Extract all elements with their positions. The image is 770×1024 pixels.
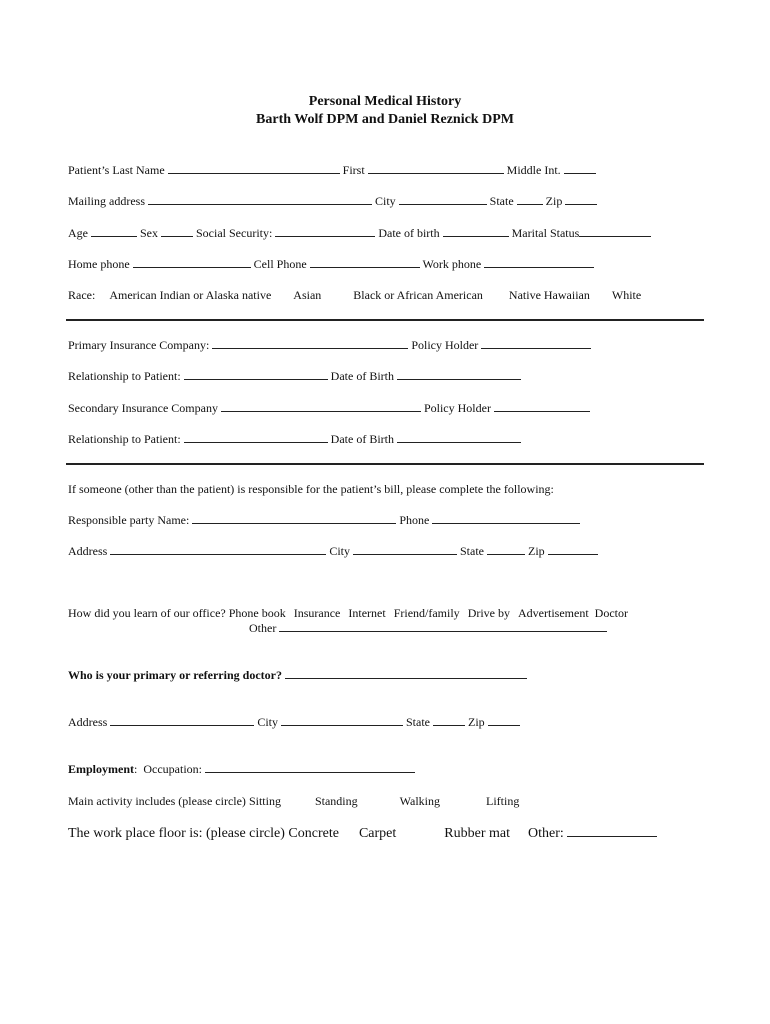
responsible-state-label: State [460, 544, 484, 558]
referral-option-friend-family[interactable]: Friend/family [393, 606, 460, 620]
work-phone-field[interactable] [484, 256, 594, 268]
dob-field[interactable] [443, 225, 509, 237]
doctor-state-label: State [406, 715, 430, 729]
main-activity-row [68, 793, 519, 809]
insured-dob-label-1: Date of Birth [330, 369, 394, 383]
marital-status-label: Marital Status [511, 226, 580, 240]
relationship-field-1[interactable] [184, 368, 328, 380]
marital-status-field[interactable] [579, 225, 651, 237]
referral-other-label: Other [249, 621, 277, 635]
race-row [68, 287, 641, 303]
referral-option-internet[interactable]: Internet [348, 606, 386, 620]
sex-field[interactable] [161, 225, 193, 237]
cell-phone-field[interactable] [310, 256, 420, 268]
ssn-label: Social Security: [196, 226, 273, 240]
responsible-party-row [68, 512, 580, 528]
cell-phone-label: Cell Phone [253, 257, 307, 271]
last-name-field[interactable] [168, 162, 340, 174]
race-option-american-indian[interactable]: American Indian or Alaska native [109, 288, 272, 302]
responsible-party-field[interactable] [192, 512, 396, 524]
responsible-phone-field[interactable] [432, 512, 580, 524]
doctor-state-field[interactable] [433, 714, 465, 726]
race-option-white[interactable]: White [611, 288, 642, 302]
doctor-address-field[interactable] [110, 714, 254, 726]
doctor-address-label: Address [68, 715, 108, 729]
race-option-asian[interactable]: Asian [293, 288, 322, 302]
primary-insurance-field[interactable] [212, 337, 408, 349]
policy-holder-field-2[interactable] [494, 400, 590, 412]
referral-option-phone-book[interactable]: Phone book [228, 606, 286, 620]
floor-other-label: Other: [527, 826, 564, 841]
zip-label: Zip [545, 194, 563, 208]
race-label: Race: [68, 288, 96, 302]
ssn-field[interactable] [275, 225, 375, 237]
race-option-native-hawaiian[interactable]: Native Hawaiian [508, 288, 590, 302]
policy-holder-label-2: Policy Holder [423, 401, 491, 415]
referral-option-doctor[interactable]: Doctor [594, 606, 628, 620]
doctor-zip-field[interactable] [488, 714, 520, 726]
occupation-field[interactable] [205, 761, 415, 773]
main-activity-label: Main activity includes (please circle) [68, 794, 246, 808]
doctor-zip-label: Zip [468, 715, 485, 729]
referral-option-drive-by[interactable]: Drive by [467, 606, 511, 620]
demographics-row [68, 225, 651, 241]
employment-label: Employment [68, 762, 134, 776]
responsible-zip-field[interactable] [548, 543, 598, 555]
sex-label: Sex [140, 226, 158, 240]
race-option-black[interactable]: Black or African American [353, 288, 483, 302]
home-phone-label: Home phone [68, 257, 130, 271]
primary-insurance-label: Primary Insurance Company: [68, 338, 210, 352]
insured-dob-label-2: Date of Birth [330, 432, 394, 446]
work-phone-label: Work phone [422, 257, 482, 271]
relationship-row-1 [68, 368, 521, 384]
floor-type-label: The work place floor is: (please circle) [68, 826, 285, 841]
responsible-address-field[interactable] [110, 543, 326, 555]
secondary-insurance-row [68, 400, 590, 416]
referring-doctor-field[interactable] [285, 667, 527, 679]
doctor-address-row [68, 714, 520, 730]
policy-holder-label: Policy Holder [411, 338, 479, 352]
section-divider-2 [66, 463, 704, 465]
floor-option-carpet[interactable]: Carpet [358, 826, 397, 841]
relationship-field-2[interactable] [184, 431, 328, 443]
form-title: Personal Medical History [308, 94, 462, 109]
last-name-label: Patient’s Last Name [68, 163, 165, 177]
first-name-label: First [342, 163, 365, 177]
referral-option-advertisement[interactable]: Advertisement [518, 606, 589, 620]
dob-label: Date of birth [378, 226, 440, 240]
responsible-party-label: Responsible party Name: [68, 513, 190, 527]
relationship-label-1: Relationship to Patient: [68, 369, 181, 383]
responsible-phone-label: Phone [399, 513, 430, 527]
policy-holder-field[interactable] [481, 337, 591, 349]
referral-other-row [249, 620, 607, 636]
responsible-state-field[interactable] [487, 543, 525, 555]
secondary-insurance-label: Secondary Insurance Company [68, 401, 218, 415]
referral-question: How did you learn of our office? [68, 606, 226, 620]
floor-option-concrete[interactable]: Concrete [288, 826, 339, 841]
mailing-address-field[interactable] [148, 193, 372, 205]
activity-option-sitting[interactable]: Sitting [248, 794, 281, 808]
referring-doctor-row [68, 667, 527, 683]
doctor-city-field[interactable] [281, 714, 403, 726]
middle-initial-field[interactable] [564, 162, 596, 174]
age-field[interactable] [91, 225, 137, 237]
home-phone-field[interactable] [133, 256, 251, 268]
city-field[interactable] [399, 193, 487, 205]
employment-row: Employment: Occupation: [68, 761, 415, 777]
responsible-city-label: City [329, 544, 350, 558]
referral-source-row [68, 605, 628, 621]
age-label: Age [68, 226, 88, 240]
responsible-address-row [68, 543, 598, 559]
state-field[interactable] [517, 193, 543, 205]
floor-option-rubber-mat[interactable]: Rubber mat [444, 826, 510, 841]
mailing-address-row [68, 193, 597, 209]
referral-other-field[interactable] [279, 620, 607, 632]
primary-insurance-row [68, 337, 591, 353]
insured-dob-field-1[interactable] [397, 368, 521, 380]
activity-option-standing[interactable]: Standing [314, 794, 358, 808]
first-name-field[interactable] [368, 162, 504, 174]
middle-initial-label: Middle Int. [506, 163, 561, 177]
relationship-label-2: Relationship to Patient: [68, 432, 181, 446]
responsible-city-field[interactable] [353, 543, 457, 555]
responsible-address-label: Address [68, 544, 108, 558]
activity-option-walking[interactable]: Walking [399, 794, 440, 808]
zip-field[interactable] [565, 193, 597, 205]
city-label: City [375, 194, 396, 208]
responsible-intro: If someone (other than the patient) is responsible for the patient’s bill, please complete the following: [68, 482, 554, 496]
mailing-address-label: Mailing address [68, 194, 145, 208]
state-label: State [489, 194, 514, 208]
occupation-label: Occupation: [143, 762, 202, 776]
insured-dob-field-2[interactable] [397, 431, 521, 443]
floor-type-row [68, 824, 657, 842]
floor-other-field[interactable] [567, 824, 657, 837]
form-subtitle: Barth Wolf DPM and Daniel Reznick DPM [256, 112, 514, 127]
secondary-insurance-field[interactable] [221, 400, 421, 412]
doctor-city-label: City [257, 715, 278, 729]
relationship-row-2 [68, 431, 521, 447]
responsible-zip-label: Zip [528, 544, 545, 558]
referring-doctor-label: Who is your primary or referring doctor? [68, 668, 282, 682]
patient-name-row [68, 162, 596, 178]
phones-row [68, 256, 594, 272]
section-divider-1 [66, 319, 704, 321]
activity-option-lifting[interactable]: Lifting [485, 794, 520, 808]
referral-option-insurance[interactable]: Insurance [293, 606, 341, 620]
